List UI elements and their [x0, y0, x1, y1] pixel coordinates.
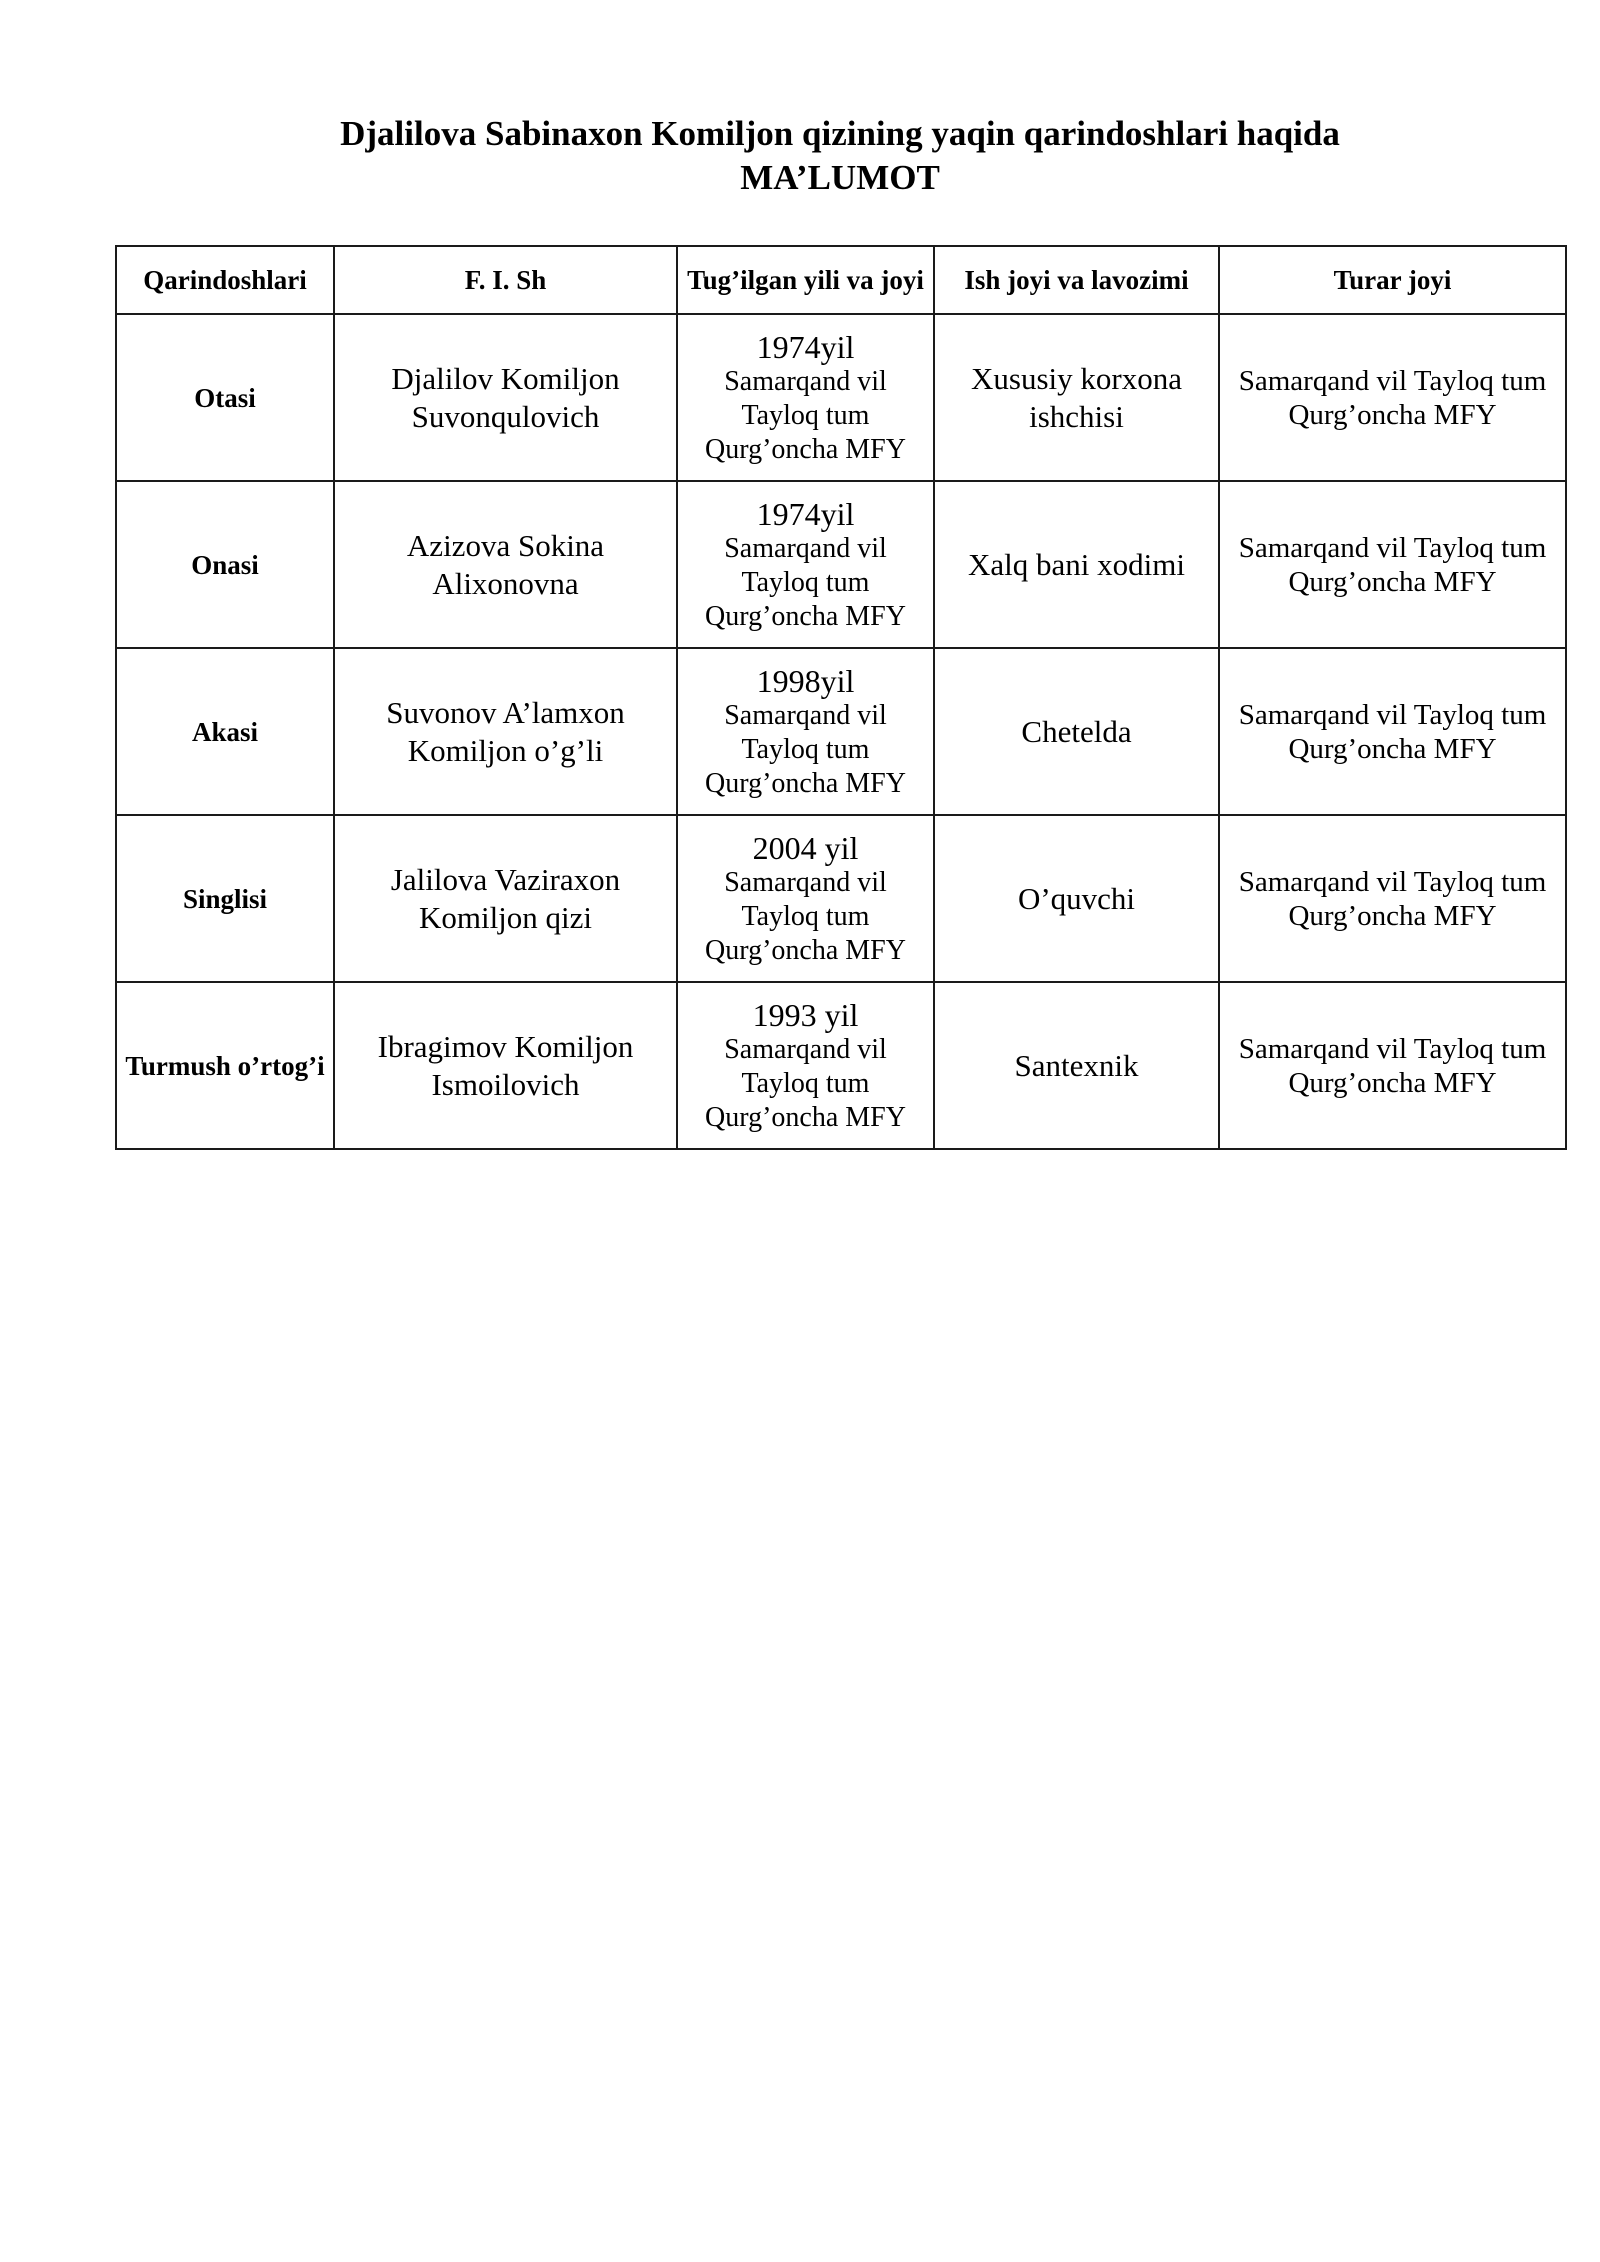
title-line-2: MA’LUMOT: [740, 158, 940, 197]
cell-birth: [677, 982, 934, 1149]
cell-work: O’quvchi: [934, 815, 1219, 982]
cell-residence: Samarqand vil Tayloq tum Qurg’oncha MFY: [1219, 648, 1566, 815]
cell-birth: [677, 815, 934, 982]
cell-work: Santexnik: [934, 982, 1219, 1149]
birth-year: 1998yil: [756, 662, 855, 699]
table-row: [116, 481, 1566, 648]
birth-year: 2004 yil: [752, 829, 859, 866]
cell-name: Jalilova Vaziraxon Komiljon qizi: [334, 815, 677, 982]
table-header-row: [116, 246, 1566, 314]
cell-residence: Samarqand vil Tayloq tum Qurg’oncha MFY: [1219, 481, 1566, 648]
cell-relation: Onasi: [116, 481, 334, 648]
birth-year: 1974yil: [756, 495, 855, 532]
table-row: [116, 982, 1566, 1149]
table-row: [116, 314, 1566, 481]
cell-work: Xususiy korxona ishchisi: [934, 314, 1219, 481]
document-title: [0, 112, 1600, 200]
header-birth: Tug’ilgan yili va joyi: [677, 246, 934, 314]
cell-residence: Samarqand vil Tayloq tum Qurg’oncha MFY: [1219, 314, 1566, 481]
cell-birth: [677, 314, 934, 481]
cell-relation: Otasi: [116, 314, 334, 481]
birth-place: Samarqand vil Tayloq tum Qurg’oncha MFY: [705, 866, 906, 966]
header-residence: Turar joyi: [1219, 246, 1566, 314]
cell-name: Djalilov Komiljon Suvonqulovich: [334, 314, 677, 481]
relatives-table: [115, 245, 1567, 1150]
cell-work: Chetelda: [934, 648, 1219, 815]
birth-place: Samarqand vil Tayloq tum Qurg’oncha MFY: [705, 532, 906, 632]
cell-relation: Singlisi: [116, 815, 334, 982]
cell-birth: [677, 481, 934, 648]
title-line-1: Djalilova Sabinaxon Komiljon qizining yaqin qarindoshlari haqida: [340, 114, 1340, 153]
header-work: Ish joyi va lavozimi: [934, 246, 1219, 314]
cell-relation: Akasi: [116, 648, 334, 815]
cell-name: Ibragimov Komiljon Ismoilovich: [334, 982, 677, 1149]
table-row: [116, 815, 1566, 982]
header-relation: Qarindoshlari: [116, 246, 334, 314]
cell-birth: [677, 648, 934, 815]
cell-relation: Turmush o’rtog’i: [116, 982, 334, 1149]
cell-residence: Samarqand vil Tayloq tum Qurg’oncha MFY: [1219, 815, 1566, 982]
table-row: [116, 648, 1566, 815]
birth-place: Samarqand vil Tayloq tum Qurg’oncha MFY: [705, 1033, 906, 1133]
birth-year: 1993 yil: [752, 996, 859, 1033]
cell-name: Suvonov A’lamxon Komiljon o’g’li: [334, 648, 677, 815]
cell-work: Xalq bani xodimi: [934, 481, 1219, 648]
cell-name: Azizova Sokina Alixonovna: [334, 481, 677, 648]
birth-place: Samarqand vil Tayloq tum Qurg’oncha MFY: [705, 365, 906, 465]
cell-residence: Samarqand vil Tayloq tum Qurg’oncha MFY: [1219, 982, 1566, 1149]
header-name: F. I. Sh: [334, 246, 677, 314]
birth-place: Samarqand vil Tayloq tum Qurg’oncha MFY: [705, 699, 906, 799]
birth-year: 1974yil: [756, 328, 855, 365]
